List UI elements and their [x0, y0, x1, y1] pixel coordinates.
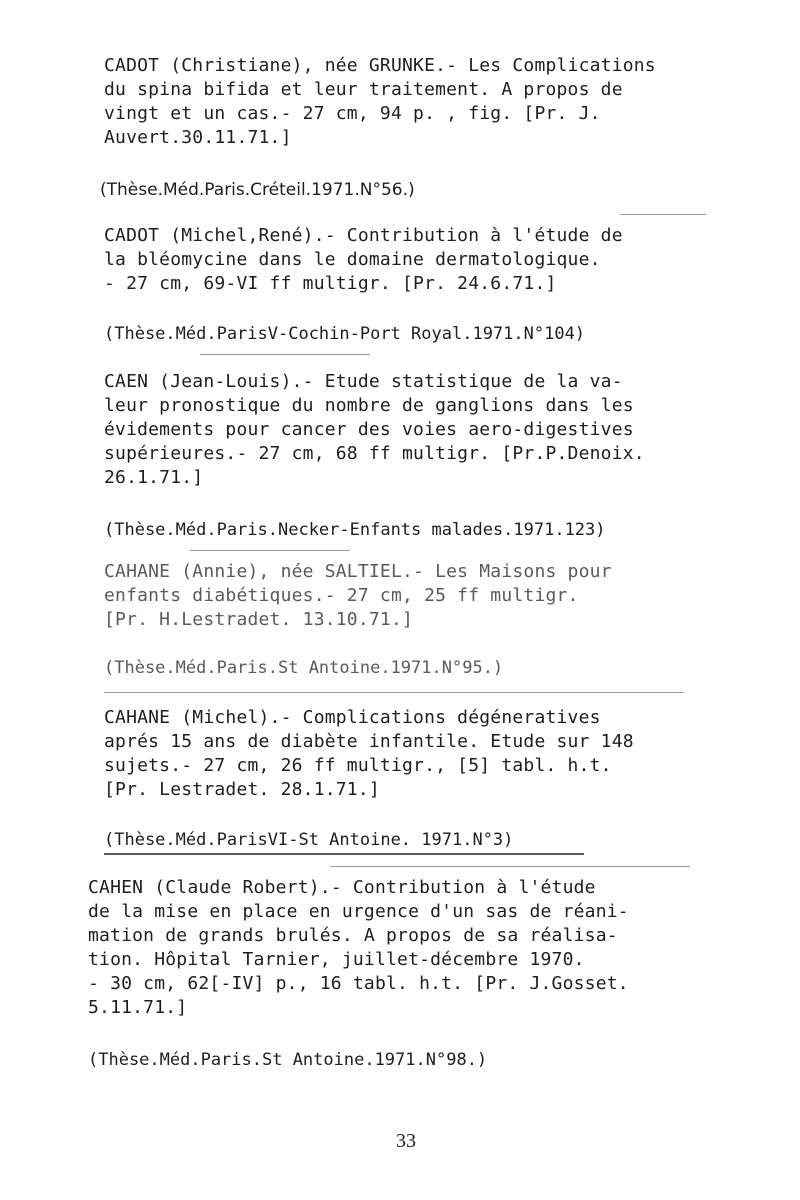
- bibliography-entry: [104, 224, 724, 296]
- separator-rule: [104, 692, 684, 693]
- entry-line: CADOT (Christiane), née GRUNKE.- Les Complications: [104, 55, 656, 76]
- separator-rule: [190, 550, 350, 551]
- bibliography-entry: [88, 876, 708, 1020]
- thesis-reference: (Thèse.Méd.Paris.Necker-Enfants malades.1971.123): [104, 520, 606, 540]
- entry-line: - 27 cm, 69-VI ff multigr. [Pr. 24.6.71.]: [104, 273, 557, 294]
- entry-line: supérieures.- 27 cm, 68 ff multigr. [Pr.P.Denoix.: [104, 443, 645, 464]
- entry-line: [Pr. Lestradet. 28.1.71.]: [104, 779, 380, 800]
- entry-line: enfants diabétiques.- 27 cm, 25 ff multigr.: [104, 585, 579, 606]
- page-number: 33: [396, 1130, 416, 1152]
- thesis-reference: (Thèse.Méd.ParisVI-St Antoine. 1971.N°3): [104, 830, 514, 850]
- entry-line: CAHEN (Claude Robert).- Contribution à l'étude: [88, 877, 596, 898]
- bibliography-entry: [104, 560, 724, 632]
- thesis-reference: (Thèse.Méd.Paris.St Antoine.1971.N°95.): [104, 658, 504, 678]
- entry-line: mation de grands brulés. A propos de sa réalisa-: [88, 925, 618, 946]
- bibliography-entry: [104, 370, 724, 490]
- separator-rule: [330, 866, 690, 867]
- entry-line: tion. Hôpital Tarnier, juillet-décembre 1970.: [88, 949, 585, 970]
- thesis-reference: (Thèse.Méd.Paris.St Antoine.1971.N°98.): [88, 1050, 488, 1070]
- entry-line: 26.1.71.]: [104, 467, 204, 488]
- separator-rule: [620, 214, 706, 215]
- separator-rule: [200, 354, 370, 355]
- entry-line: CAEN (Jean-Louis).- Etude statistique de la va-: [104, 371, 623, 392]
- entry-line: de la mise en place en urgence d'un sas de réani-: [88, 901, 629, 922]
- entry-line: CAHANE (Annie), née SALTIEL.- Les Maisons pour: [104, 561, 612, 582]
- entry-line: leur pronostique du nombre de ganglions dans les: [104, 395, 634, 416]
- entry-line: la bléomycine dans le domaine dermatologique.: [104, 249, 601, 270]
- entry-line: [Pr. H.Lestradet. 13.10.71.]: [104, 609, 414, 630]
- bibliography-entry: [104, 54, 724, 150]
- bibliography-entry: [104, 706, 724, 802]
- entry-line: du spina bifida et leur traitement. A propos de: [104, 79, 623, 100]
- entry-line: sujets.- 27 cm, 26 ff multigr., [5] tabl. h.t.: [104, 755, 612, 776]
- entry-line: CAHANE (Michel).- Complications dégéneratives: [104, 707, 601, 728]
- entry-line: - 30 cm, 62[-IV] p., 16 tabl. h.t. [Pr. J.Gosset.: [88, 973, 629, 994]
- entry-line: Auvert.30.11.71.]: [104, 127, 292, 148]
- entry-line: aprés 15 ans de diabète infantile. Etude sur 148: [104, 731, 634, 752]
- entry-line: évidements pour cancer des voies aero-digestives: [104, 419, 634, 440]
- entry-line: CADOT (Michel,René).- Contribution à l'étude de: [104, 225, 623, 246]
- thesis-reference: (Thèse.Méd.ParisV-Cochin-Port Royal.1971.N°104): [104, 324, 586, 344]
- separator-rule: [104, 853, 584, 855]
- thesis-reference: (Thèse.Méd.Paris.Créteil.1971.N°56.): [100, 180, 415, 200]
- entry-line: 5.11.71.]: [88, 997, 188, 1018]
- entry-line: vingt et un cas.- 27 cm, 94 p. , fig. [Pr. J.: [104, 103, 601, 124]
